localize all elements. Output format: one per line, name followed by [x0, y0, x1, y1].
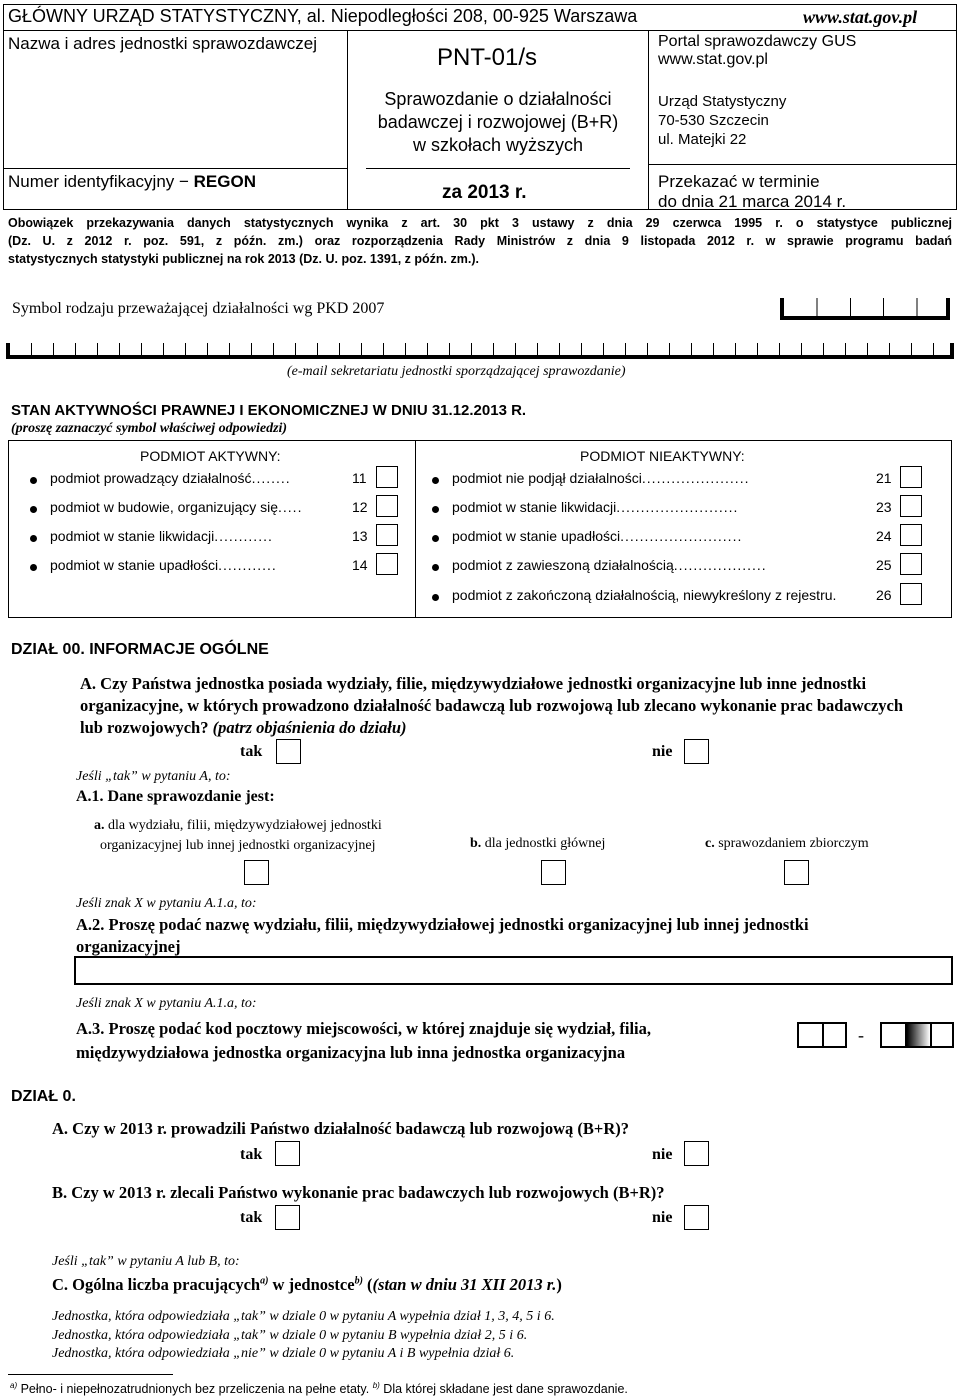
bullet-icon: [432, 477, 439, 484]
portal-line-2[interactable]: www.stat.gov.pl: [658, 51, 768, 68]
office-name: GŁÓWNY URZĄD STATYSTYCZNY,: [8, 6, 302, 26]
question-a2-line-1: A.2. Proszę podać nazwę wydziału, filii, międzywydziałowej jednostki organizacyjnej lub innej jednostki: [76, 915, 809, 934]
footnote-b-marker: b): [372, 1381, 380, 1390]
header-right-rule: [648, 164, 957, 165]
postal-code-dash: -: [858, 1025, 864, 1045]
form-code: PNT-01/s: [437, 44, 538, 71]
question-a2: [76, 914, 809, 958]
row-label: podmiot prowadzący działalność: [50, 470, 252, 486]
condition-a1a: Jeśli znak X w pytaniu A.1.a, to:: [76, 896, 257, 911]
section0-notes: [52, 1308, 555, 1364]
q0c-state-date: (stan w dniu 31 XII 2013 r.: [372, 1275, 557, 1294]
q0b-no-label: nie: [652, 1209, 673, 1226]
question-0a: A. Czy w 2013 r. prowadzili Państwo działalność badawczą lub rozwojową (B+R)?: [52, 1119, 629, 1138]
question-a-hint: (patrz objaśnienia do działu): [212, 718, 407, 737]
option-a-checkbox[interactable]: [244, 860, 269, 885]
status-divider: [415, 440, 416, 618]
row-dots: .........................: [616, 499, 739, 515]
row-dots: ...................: [673, 557, 767, 573]
note-3: Jednostka, która odpowiedziała „nie” w dziale 0 w pytaniu A i B wypełnia dział 6.: [52, 1346, 515, 1361]
question-a3-line-2: międzywydziałowa jednostka organizacyjna lub inna jednostka organizacyjna: [76, 1043, 626, 1062]
unit-name-input[interactable]: [74, 956, 953, 985]
option-a-line-2: organizacyjnej lub innej jednostki organizacyjnej: [100, 838, 376, 853]
footnote-a-marker: a): [10, 1381, 18, 1390]
qa-no-checkbox[interactable]: [684, 739, 709, 764]
regon-label: [8, 172, 256, 192]
row-code: 25: [876, 557, 892, 573]
checkbox-11[interactable]: [376, 466, 398, 488]
email-input[interactable]: [6, 343, 954, 359]
row-dots: ........: [251, 470, 291, 486]
footnotes: [10, 1381, 628, 1396]
row-label: podmiot z zakończoną działalnością, niewykreślony z rejestru: [452, 587, 833, 603]
bullet-icon: [30, 535, 37, 542]
row-dots: ............: [214, 528, 273, 544]
row-code: 24: [876, 528, 892, 544]
header-office-line: [8, 6, 637, 27]
row-label: podmiot w stanie upadłości: [50, 557, 219, 573]
portal-line-1: Portal sprawozdawczy GUS: [658, 33, 857, 50]
legal-basis: [8, 214, 952, 268]
q0c-close: ): [556, 1275, 562, 1294]
report-year: za 2013 r.: [442, 182, 527, 203]
checkbox-23[interactable]: [900, 495, 922, 517]
q0c-text-mid: w jednostce: [268, 1275, 355, 1294]
option-b-letter: b.: [470, 836, 482, 851]
deadline-line-1: Przekazać w terminie: [658, 172, 820, 191]
recipient-line-1: Urząd Statystyczny: [658, 93, 787, 110]
row-dots: .........................: [620, 528, 743, 544]
row-dots: .....: [278, 499, 303, 515]
header-rule: [3, 30, 957, 31]
footnote-rule: [8, 1374, 173, 1375]
note-2: Jednostka, która odpowiedziała „tak” w dziale 0 w pytaniu B wypełnia dział 2, 5 i 6.: [52, 1327, 528, 1343]
deadline: [658, 172, 846, 212]
row-label: podmiot w stanie upadłości: [452, 528, 621, 544]
question-a-line-2: organizacyjne, w których prowadzono działalność badawczą lub rozwojową lub zlecano wykonanie prac badawczych: [80, 696, 904, 715]
condition-a1a-2: Jeśli znak X w pytaniu A.1.a, to:: [76, 996, 257, 1011]
option-c-text: sprawozdaniem zbiorczym: [718, 836, 869, 851]
regon-label-bold: REGON: [193, 172, 256, 191]
header-mid-rule: [3, 168, 348, 169]
option-a-letter: a.: [94, 818, 105, 833]
row-dots: .: [832, 587, 838, 603]
bullet-icon: [432, 564, 439, 571]
bullet-icon: [30, 564, 37, 571]
row-label: podmiot z zawieszoną działalnością: [452, 557, 674, 573]
row-label: podmiot w budowie, organizujący się: [50, 499, 279, 515]
note-1: Jednostka, która odpowiedziała „tak” w dziale 0 w pytaniu A wypełnia dział 1, 3, 4, 5 i 6.: [52, 1309, 555, 1324]
active-header: PODMIOT AKTYWNY:: [140, 448, 281, 464]
question-0b: B. Czy w 2013 r. zlecali Państwo wykonanie prac badawczych lub rozwojowych (B+R)?: [52, 1183, 665, 1202]
row-code: 11: [352, 470, 367, 486]
bullet-icon: [30, 506, 37, 513]
option-c-checkbox[interactable]: [784, 860, 809, 885]
pkd-label: Symbol rodzaju przeważającej działalności wg PKD 2007: [12, 300, 385, 317]
email-caption: (e-mail sekretariatu jednostki sporządzającej sprawozdanie): [287, 364, 626, 379]
option-a: [94, 816, 382, 856]
q0b-yes-label: tak: [240, 1209, 263, 1226]
recipient-line-2: 70-530 Szczecin: [658, 112, 769, 129]
deadline-line-2: do dnia 21 marca 2014 r.: [658, 192, 847, 211]
question-a1: A.1. Dane sprawozdanie jest:: [76, 788, 275, 805]
row-dots: ............: [218, 557, 277, 573]
q0c-text: C. Ogólna liczba pracujących: [52, 1275, 261, 1294]
portal-info: [658, 33, 856, 69]
option-b: [470, 836, 605, 852]
checkbox-21[interactable]: [900, 466, 922, 488]
q0a-no-checkbox[interactable]: [684, 1141, 709, 1166]
unit-label: Nazwa i adres jednostki sprawozdawczej: [8, 34, 317, 53]
inactive-header: PODMIOT NIEAKTYWNY:: [580, 448, 745, 464]
qa-yes-checkbox[interactable]: [276, 739, 301, 764]
legal-line-3: statystycznych statystyki publicznej na rok 2013 (Dz. U. poz. 1391, z późn. zm.).: [8, 252, 479, 266]
recipient-address: [658, 92, 786, 149]
checkbox-12[interactable]: [376, 495, 398, 517]
bullet-icon: [432, 506, 439, 513]
postal-code-part2[interactable]: [880, 1022, 954, 1048]
condition-ab: Jeśli „tak” w pytaniu A lub B, to:: [52, 1254, 240, 1269]
option-c: [705, 836, 869, 852]
checkbox-24[interactable]: [900, 524, 922, 546]
row-label: podmiot w stanie likwidacji: [452, 499, 617, 515]
website[interactable]: www.stat.gov.pl: [803, 7, 918, 27]
row-code: 21: [876, 470, 892, 486]
pkd-input[interactable]: [780, 298, 950, 320]
row-label: podmiot nie podjął działalności: [452, 470, 642, 486]
footnote-a-text: Pełno- i niepełnozatrudnionych bez przeliczenia na pełne etaty.: [17, 1382, 370, 1397]
question-a2-line-2: organizacyjnej: [76, 937, 181, 956]
row-code: 26: [876, 587, 892, 603]
report-title-line-3: w szkołach wyższych: [412, 135, 584, 155]
option-c-letter: c.: [705, 836, 715, 851]
checkbox-25[interactable]: [900, 553, 922, 575]
section00-heading: DZIAŁ 00. INFORMACJE OGÓLNE: [11, 641, 269, 658]
report-title: [350, 88, 646, 157]
qa-yes-label: tak: [240, 743, 263, 760]
legal-line-1: Obowiązek przekazywania danych statystycznych wynika z art. 30 pkt 3 ustawy z dnia 29 czerwca 1995 r. o statystyce publicznej: [8, 216, 952, 230]
row-code: 14: [352, 557, 368, 573]
bullet-icon: [30, 477, 37, 484]
report-title-line-2: badawczej i rozwojowej (B+R): [377, 112, 619, 132]
option-b-checkbox[interactable]: [541, 860, 566, 885]
q0c-footnote-a: a): [260, 1275, 269, 1287]
title-underline: [366, 168, 630, 169]
q0b-yes-checkbox[interactable]: [275, 1205, 300, 1230]
checkbox-26[interactable]: [900, 583, 922, 605]
footnote-b-text: Dla której składane jest dane sprawozdanie.: [379, 1382, 628, 1397]
report-title-line-1: Sprawozdanie o działalności: [384, 89, 612, 109]
question-a: [80, 673, 942, 739]
condition-a: Jeśli „tak” w pytaniu A, to:: [76, 769, 231, 784]
question-a-line-3: lub rozwojowych?: [80, 718, 209, 737]
row-code: 13: [352, 528, 368, 544]
postal-code-part1[interactable]: [797, 1022, 847, 1048]
bullet-icon: [432, 594, 439, 601]
q0a-yes-label: tak: [240, 1146, 263, 1163]
qa-no-label: nie: [652, 743, 673, 760]
row-dots: ......................: [641, 470, 750, 486]
option-a-line-1: dla wydziału, filii, międzywydziałowej jednostki: [108, 818, 382, 833]
status-hint: (proszę zaznaczyć symbol właściwej odpowiedzi): [11, 421, 288, 436]
bullet-icon: [432, 535, 439, 542]
header-col-left: [347, 30, 348, 210]
row-code: 23: [876, 499, 892, 515]
status-title: STAN AKTYWNOŚCI PRAWNEJ I EKONOMICZNEJ W DNIU 31.12.2013 R.: [11, 402, 527, 419]
question-0c: C. Ogólna liczba pracujących$^{a)}$ w jednostce$^{b)}$ ((stan w dniu 31 XII 2013 r.): [52, 1275, 562, 1294]
q0b-no-checkbox[interactable]: [684, 1205, 709, 1230]
option-b-text: dla jednostki głównej: [484, 836, 606, 851]
q0a-no-label: nie: [652, 1146, 673, 1163]
regon-label-text: Numer identyfikacyjny −: [8, 172, 194, 191]
question-a3-line-1: A.3. Proszę podać kod pocztowy miejscowości, w której znajduje się wydział, filia,: [76, 1019, 651, 1038]
checkbox-14[interactable]: [376, 553, 398, 575]
row-label: podmiot w stanie likwidacji: [50, 528, 215, 544]
question-a3: [76, 1017, 651, 1065]
office-address: al. Niepodległości 208, 00-925 Warszawa: [306, 6, 638, 26]
legal-line-2: (Dz. U. z 2012 r. poz. 591, z późn. zm.) oraz rozporządzenia Rady Ministrów z dnia 9 listopada 2012 r. w sprawie programu badań: [8, 234, 952, 248]
section0-heading: DZIAŁ 0.: [11, 1088, 76, 1105]
recipient-line-3: ul. Matejki 22: [658, 131, 747, 148]
q0a-yes-checkbox[interactable]: [275, 1141, 300, 1166]
question-a-line-1: A. Czy Państwa jednostka posiada wydziały, filie, międzywydziałowe jednostki organizacyjne lub inne jednostki: [80, 674, 867, 693]
row-code: 12: [352, 499, 368, 515]
header-col-right: [648, 30, 649, 210]
q0c-footnote-b: b): [354, 1275, 363, 1287]
checkbox-13[interactable]: [376, 524, 398, 546]
